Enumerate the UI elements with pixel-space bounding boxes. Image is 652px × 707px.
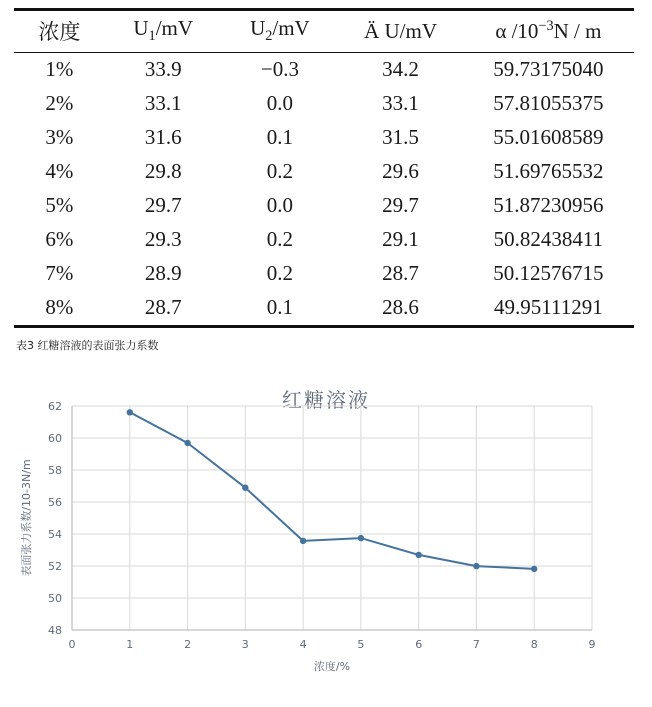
cell-concentration: 4% xyxy=(45,159,74,183)
x-tick-label: 2 xyxy=(184,638,192,651)
cell-alpha: 57.81055375 xyxy=(493,91,604,115)
data-point xyxy=(242,485,248,491)
cell-concentration: 2% xyxy=(45,91,74,115)
table-row xyxy=(14,257,634,291)
cell-alpha: 51.87230956 xyxy=(493,193,604,217)
chart-axes xyxy=(72,406,592,630)
cell-concentration: 1% xyxy=(45,57,74,81)
x-tick-label: 8 xyxy=(530,638,538,651)
cell-u1: 29.7 xyxy=(144,193,182,217)
table-row xyxy=(14,155,634,189)
y-tick-label: 54 xyxy=(48,528,62,541)
cell-u1: 31.6 xyxy=(144,125,182,149)
y-tick-label: 60 xyxy=(48,432,62,445)
table-row xyxy=(14,291,634,327)
cell-delta-u: 28.6 xyxy=(338,291,463,327)
cell-alpha: 49.95111291 xyxy=(463,291,634,327)
table-row xyxy=(14,53,634,88)
y-tick-label: 56 xyxy=(48,496,62,509)
x-tick-label: 4 xyxy=(299,638,307,651)
column-header-concentration: 浓度 xyxy=(14,10,105,53)
data-point xyxy=(184,440,190,446)
chart-series-line xyxy=(130,412,534,569)
cell-concentration: 6% xyxy=(45,227,74,251)
x-tick-label: 0 xyxy=(68,638,76,651)
column-header-alpha: α $/10^{-3}N$ / m xyxy=(463,10,634,53)
cell-u2: 0.0 xyxy=(266,91,294,115)
cell-alpha: 50.82438411 xyxy=(493,227,604,251)
y-axis-tick-labels xyxy=(48,400,62,637)
chart-title: 红糖溶液 xyxy=(282,388,370,412)
cell-concentration: 3% xyxy=(45,125,74,149)
column-header-u2: $U_2/mV$ xyxy=(222,10,339,53)
x-axis-tick-labels xyxy=(69,638,596,651)
chart-data-points xyxy=(127,409,538,572)
x-tick-label: 5 xyxy=(357,638,365,651)
data-point xyxy=(358,535,364,541)
table-header-row xyxy=(14,10,634,53)
data-point xyxy=(473,563,479,569)
data-point xyxy=(531,566,537,572)
y-tick-label: 58 xyxy=(48,464,62,477)
table-row xyxy=(14,223,634,257)
line-chart xyxy=(0,378,652,698)
x-tick-label: 7 xyxy=(472,638,480,651)
cell-u1: 29.8 xyxy=(144,159,182,183)
cell-u1: 33.1 xyxy=(144,91,182,115)
cell-delta-u: 29.6 xyxy=(382,159,419,183)
cell-alpha: 59.73175040 xyxy=(493,57,604,81)
cell-u2: 0.2 xyxy=(266,227,294,251)
cell-concentration: 5% xyxy=(45,193,74,217)
table-row xyxy=(14,87,634,121)
cell-concentration: 8% xyxy=(14,291,105,327)
cell-u2: 0.2 xyxy=(266,159,294,183)
cell-u2: 0.0 xyxy=(266,193,294,217)
x-tick-label: 6 xyxy=(415,638,423,651)
cell-u1: 29.3 xyxy=(144,227,182,251)
data-point xyxy=(416,552,422,558)
cell-delta-u: 28.7 xyxy=(382,261,419,285)
cell-delta-u: 29.1 xyxy=(382,227,419,251)
cell-u2: 0.1 xyxy=(266,125,294,149)
table-caption: 表3 红糖溶液的表面张力系数 xyxy=(16,339,159,352)
y-axis-label: 表面张力系数/10-3N/m xyxy=(20,459,33,577)
table-row xyxy=(14,189,634,223)
cell-u2: 0.2 xyxy=(266,261,294,285)
table-header xyxy=(14,10,634,53)
cell-delta-u: 29.7 xyxy=(382,193,419,217)
x-tick-label: 9 xyxy=(588,638,596,651)
cell-delta-u: 33.1 xyxy=(382,91,419,115)
results-table-container xyxy=(0,0,652,328)
cell-u1: 33.9 xyxy=(144,57,182,81)
cell-delta-u: 34.2 xyxy=(382,57,419,81)
cell-concentration: 7% xyxy=(45,261,74,285)
chart-container xyxy=(0,378,652,698)
column-header-u1: $U_1/mV$ xyxy=(105,10,222,53)
cell-alpha: 55.01608589 xyxy=(493,125,604,149)
cell-u2: 0.1 xyxy=(222,291,339,327)
y-tick-label: 50 xyxy=(48,592,62,605)
x-axis-label: 浓度/% xyxy=(313,660,351,673)
y-tick-label: 52 xyxy=(48,560,62,573)
x-tick-label: 1 xyxy=(126,638,134,651)
cell-u1: 28.7 xyxy=(105,291,222,327)
cell-u1: 28.9 xyxy=(144,261,182,285)
column-header-delta-u: Ä U/mV xyxy=(338,10,463,53)
y-tick-label: 48 xyxy=(48,624,62,637)
cell-u2: −0.3 xyxy=(260,57,299,81)
cell-alpha: 50.12576715 xyxy=(493,261,604,285)
chart-gridlines xyxy=(72,406,592,630)
y-tick-label: 62 xyxy=(48,400,62,413)
x-tick-label: 3 xyxy=(241,638,249,651)
table-row xyxy=(14,121,634,155)
table-body xyxy=(14,53,634,327)
data-point xyxy=(127,409,133,415)
cell-alpha: 51.69765532 xyxy=(493,159,604,183)
cell-delta-u: 31.5 xyxy=(382,125,419,149)
results-table xyxy=(14,8,634,328)
data-point xyxy=(300,538,306,544)
